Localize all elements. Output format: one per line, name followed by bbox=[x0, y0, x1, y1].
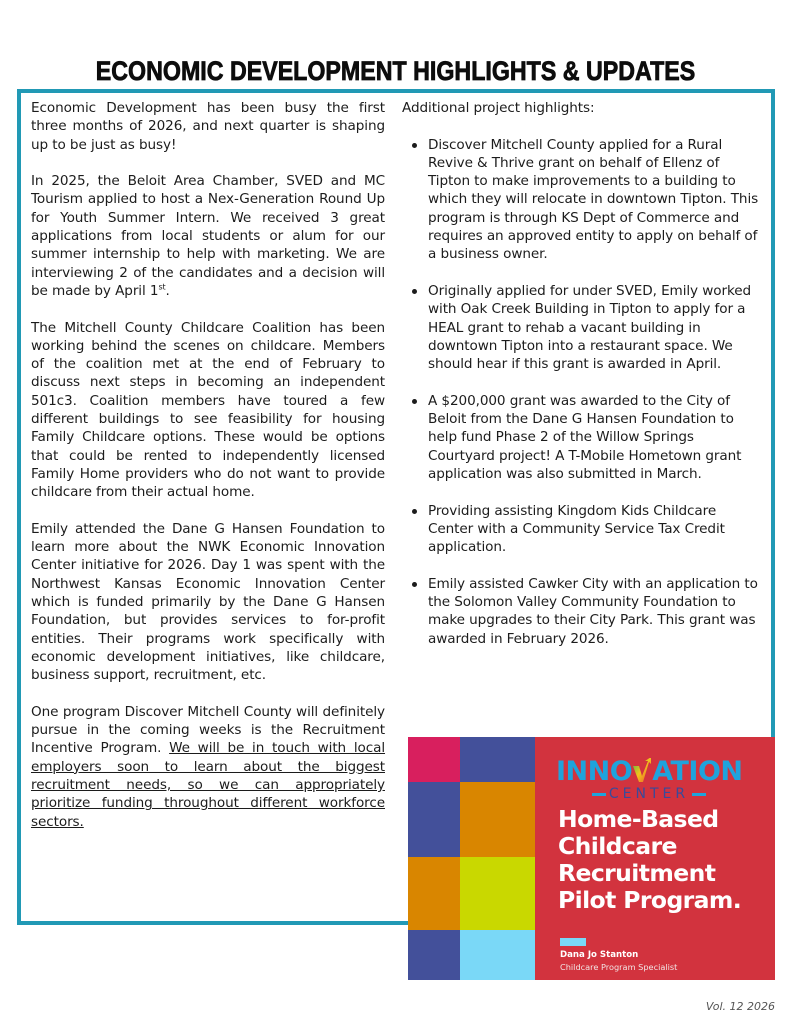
right-column bbox=[402, 99, 764, 666]
checkmark-arrow-icon bbox=[632, 757, 652, 787]
paragraph-internship: In 2025, the Beloit Area Chamber, SVED and MC Tourism applied to host a Nex-Generation Round Up for Youth Summer Intern. We received 3 great applications from local students or alum for our summer internship to help with marketing. We are interviewing 2 of the candidates and a decision will be made by April 1st. bbox=[31, 173, 385, 299]
list-item: Emily assisted Cawker City with an application to the Solomon Valley Community Foundation to make upgrades to their City Park. This grant was awarded in February 2026. bbox=[402, 575, 764, 648]
list-item: A $200,000 grant was awarded to the City of Beloit from the Dane G Hansen Foundation to help fund Phase 2 of the Willow Springs Courtyard project! A T-Mobile Hometown grant application was also submitted in March. bbox=[402, 392, 764, 483]
paragraph-innovation-center: Emily attended the Dane G Hansen Foundation to learn more about the NWK Economic Innovation Center initiative for 2026. Day 1 was spent with the Northwest Kansas Economic Innovation Center which is funded primarily by the Dane G Hansen Foundation, but provides services to for-profit entities. Their programs work specifically with economic development initiatives, like childcare, business support, recruitment, etc. bbox=[31, 520, 385, 684]
bullet-icon bbox=[412, 582, 417, 587]
underlined-text: We will be in touch with local employers soon to learn about the biggest recruitment needs, so we can appropriately prioritize funding throughout different workforce sectors. bbox=[31, 740, 386, 830]
logo-subtitle: CENTER bbox=[561, 786, 737, 802]
left-column bbox=[31, 99, 385, 849]
highlights-list bbox=[402, 136, 764, 648]
frame-border-right bbox=[771, 89, 775, 737]
volume-footer: Vol. 12 2026 bbox=[705, 1000, 775, 1013]
paragraph-intro: Economic Development has been busy the first three months of 2026, and next quarter is shaping up to be just as busy! bbox=[31, 100, 385, 153]
list-item: Originally applied for under SVED, Emily worked with Oak Creek Building in Tipton to apply for a HEAL grant to rehab a vacant building in downtown Tipton into a restaurant space. We should hear if this grant is awarded in April. bbox=[402, 282, 764, 373]
presenter-role: Childcare Program Specialist bbox=[560, 962, 678, 972]
color-block bbox=[408, 737, 460, 782]
accent-bar bbox=[560, 938, 586, 946]
list-item: Providing assisting Kingdom Kids Childcare Center with a Community Service Tax Credit application. bbox=[402, 502, 764, 557]
color-block bbox=[460, 782, 535, 857]
innovation-center-logo: INNO ATION bbox=[556, 756, 743, 787]
promo-content bbox=[535, 737, 775, 980]
color-block bbox=[460, 737, 535, 782]
bullet-icon bbox=[412, 289, 417, 294]
frame-border-top bbox=[17, 89, 775, 93]
list-item: Discover Mitchell County applied for a Rural Revive & Thrive grant on behalf of Ellenz of Tipton to make improvements to a building to which they will relocate in downtown Tipton. This program is through KS Dept of Commerce and requires an approved entity to apply on behalf of a business owner. bbox=[402, 136, 764, 264]
presenter-name: Dana Jo Stanton bbox=[560, 950, 639, 960]
color-block bbox=[408, 930, 460, 980]
bullet-icon bbox=[412, 143, 417, 148]
promo-headline: Home-Based Childcare Recruitment Pilot Program. bbox=[558, 805, 742, 914]
color-block bbox=[408, 857, 460, 930]
color-block bbox=[460, 857, 535, 930]
paragraph-recruitment-program: One program Discover Mitchell County will definitely pursue in the coming weeks is the Recruitment Incentive Program. We will be in touch with local employers soon to learn about the biggest recruitment needs, so we can appropriately prioritize funding throughout different workforce sectors. bbox=[31, 703, 386, 830]
page-title: ECONOMIC DEVELOPMENT HIGHLIGHTS & UPDATES bbox=[95, 56, 696, 86]
highlights-intro: Additional project highlights: bbox=[402, 100, 595, 116]
frame-border-bottom bbox=[17, 921, 409, 925]
frame-border-left bbox=[17, 89, 21, 925]
color-block bbox=[408, 782, 460, 857]
innovation-center-promo-graphic bbox=[408, 737, 775, 980]
paragraph-childcare-coalition: The Mitchell County Childcare Coalition has been working behind the scenes on childcare. Members of the coalition met at the end of February to discuss next steps in becoming an independent 501c3. Coalition members have toured a few different buildings to see feasibility for housing Family Childcare options. These would be options that could be rented to independently licensed Family Home providers who do not want to provide childcare from their actual home. bbox=[31, 319, 385, 501]
color-block bbox=[460, 930, 535, 980]
bullet-icon bbox=[412, 509, 417, 514]
bullet-icon bbox=[412, 399, 417, 404]
